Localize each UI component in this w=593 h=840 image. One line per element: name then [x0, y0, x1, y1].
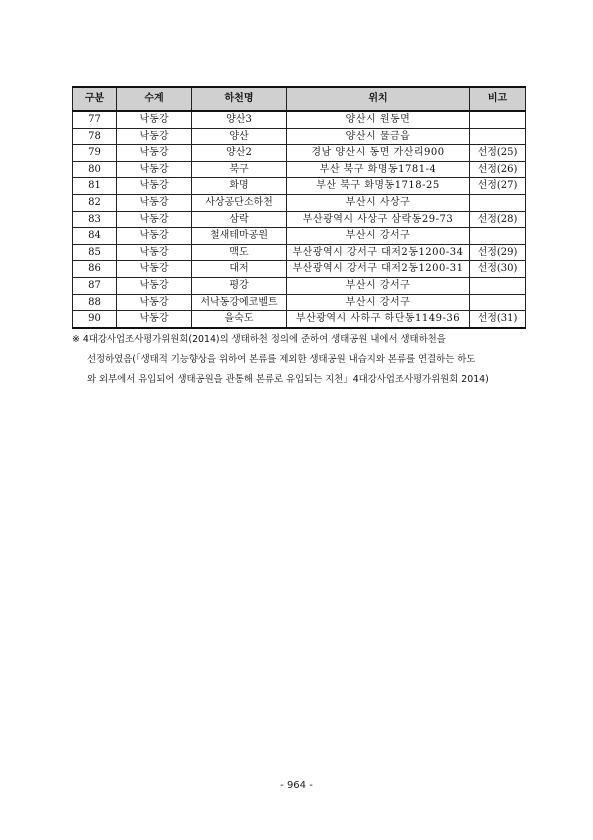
footnote — [72, 330, 528, 390]
cell-river-name: 삼락 — [192, 211, 287, 228]
cell-water-system: 낙동강 — [117, 294, 192, 311]
table-row — [73, 244, 526, 261]
cell-remarks — [470, 277, 526, 294]
cell-location: 부산시 강서구 — [287, 277, 470, 294]
cell-remarks: 선정(29) — [470, 244, 526, 261]
cell-number: 79 — [73, 145, 117, 162]
cell-location: 부산광역시 사상구 삼락동29-73 — [287, 211, 470, 228]
cell-remarks: 선정(30) — [470, 261, 526, 278]
cell-remarks — [470, 194, 526, 211]
header-river-name: 하천명 — [192, 87, 287, 111]
cell-water-system: 낙동강 — [117, 277, 192, 294]
river-table — [72, 86, 526, 329]
cell-water-system: 낙동강 — [117, 228, 192, 245]
cell-water-system: 낙동강 — [117, 311, 192, 328]
cell-river-name: 대저 — [192, 261, 287, 278]
table-row — [73, 145, 526, 162]
cell-remarks: 선정(28) — [470, 211, 526, 228]
cell-remarks: 선정(26) — [470, 161, 526, 178]
cell-location: 경남 양산시 동면 가산리900 — [287, 145, 470, 162]
table-row — [73, 178, 526, 195]
cell-river-name: 을숙도 — [192, 311, 287, 328]
cell-number: 90 — [73, 311, 117, 328]
table-row — [73, 294, 526, 311]
table-row — [73, 277, 526, 294]
cell-river-name: 화명 — [192, 178, 287, 195]
header-remarks: 비고 — [470, 87, 526, 111]
cell-location: 부산 북구 화명동1718-25 — [287, 178, 470, 195]
cell-water-system: 낙동강 — [117, 161, 192, 178]
table-row — [73, 228, 526, 245]
cell-water-system: 낙동강 — [117, 111, 192, 128]
cell-river-name: 양산 — [192, 128, 287, 145]
cell-remarks: 선정(27) — [470, 178, 526, 195]
table-row — [73, 211, 526, 228]
cell-river-name: 북구 — [192, 161, 287, 178]
cell-remarks — [470, 111, 526, 128]
footnote-line-3: 와 외부에서 유입되어 생태공원을 관통해 본류로 유입되는 지천」4대강사업조사평가위원회 2014) — [87, 374, 489, 385]
cell-location: 부산광역시 강서구 대저2동1200-34 — [287, 244, 470, 261]
table-row — [73, 161, 526, 178]
cell-water-system: 낙동강 — [117, 194, 192, 211]
cell-water-system: 낙동강 — [117, 145, 192, 162]
cell-number: 80 — [73, 161, 117, 178]
cell-number: 83 — [73, 211, 117, 228]
table-header — [73, 87, 526, 111]
cell-number: 87 — [73, 277, 117, 294]
cell-river-name: 양산2 — [192, 145, 287, 162]
cell-location: 부산시 강서구 — [287, 228, 470, 245]
cell-location: 부산광역시 강서구 대저2동1200-31 — [287, 261, 470, 278]
table-row — [73, 311, 526, 328]
cell-river-name: 평강 — [192, 277, 287, 294]
cell-water-system: 낙동강 — [117, 128, 192, 145]
cell-remarks: 선정(31) — [470, 311, 526, 328]
cell-location: 부산광역시 사하구 하단동1149-36 — [287, 311, 470, 328]
cell-river-name: 사상공단소하천 — [192, 194, 287, 211]
cell-number: 88 — [73, 294, 117, 311]
cell-river-name: 양산3 — [192, 111, 287, 128]
cell-location: 부산시 사상구 — [287, 194, 470, 211]
cell-remarks: 선정(25) — [470, 145, 526, 162]
cell-river-name: 서낙동강에코벨트 — [192, 294, 287, 311]
cell-location: 양산시 원동면 — [287, 111, 470, 128]
table-row — [73, 111, 526, 128]
table-row — [73, 194, 526, 211]
cell-number: 77 — [73, 111, 117, 128]
cell-number: 82 — [73, 194, 117, 211]
cell-number: 85 — [73, 244, 117, 261]
cell-location: 양산시 물금읍 — [287, 128, 470, 145]
cell-number: 78 — [73, 128, 117, 145]
cell-river-name: 철새테마공원 — [192, 228, 287, 245]
cell-river-name: 맥도 — [192, 244, 287, 261]
header-water-system: 수계 — [117, 87, 192, 111]
footnote-line-1: ※ 4대강사업조사평가위원회(2014)의 생태하천 정의에 준하여 생태공원 내에서 생태하천을 — [72, 334, 446, 345]
cell-water-system: 낙동강 — [117, 211, 192, 228]
cell-location: 부산시 강서구 — [287, 294, 470, 311]
table-row — [73, 128, 526, 145]
table-row — [73, 261, 526, 278]
header-division: 구분 — [73, 87, 117, 111]
cell-location: 부산 북구 화명동1781-4 — [287, 161, 470, 178]
cell-water-system: 낙동강 — [117, 244, 192, 261]
cell-remarks — [470, 294, 526, 311]
cell-remarks — [470, 128, 526, 145]
cell-remarks — [470, 228, 526, 245]
page-number: - 964 - — [280, 780, 313, 791]
cell-water-system: 낙동강 — [117, 261, 192, 278]
table-body — [73, 111, 526, 328]
cell-number: 84 — [73, 228, 117, 245]
cell-number: 81 — [73, 178, 117, 195]
cell-water-system: 낙동강 — [117, 178, 192, 195]
header-location: 위치 — [287, 87, 470, 111]
footnote-line-2: 선정하였음(「생태적 기능향상을 위하여 본류를 제외한 생태공원 내습지와 본류를 연결하는 하도 — [87, 354, 476, 365]
table-header-row — [73, 87, 526, 111]
cell-number: 86 — [73, 261, 117, 278]
